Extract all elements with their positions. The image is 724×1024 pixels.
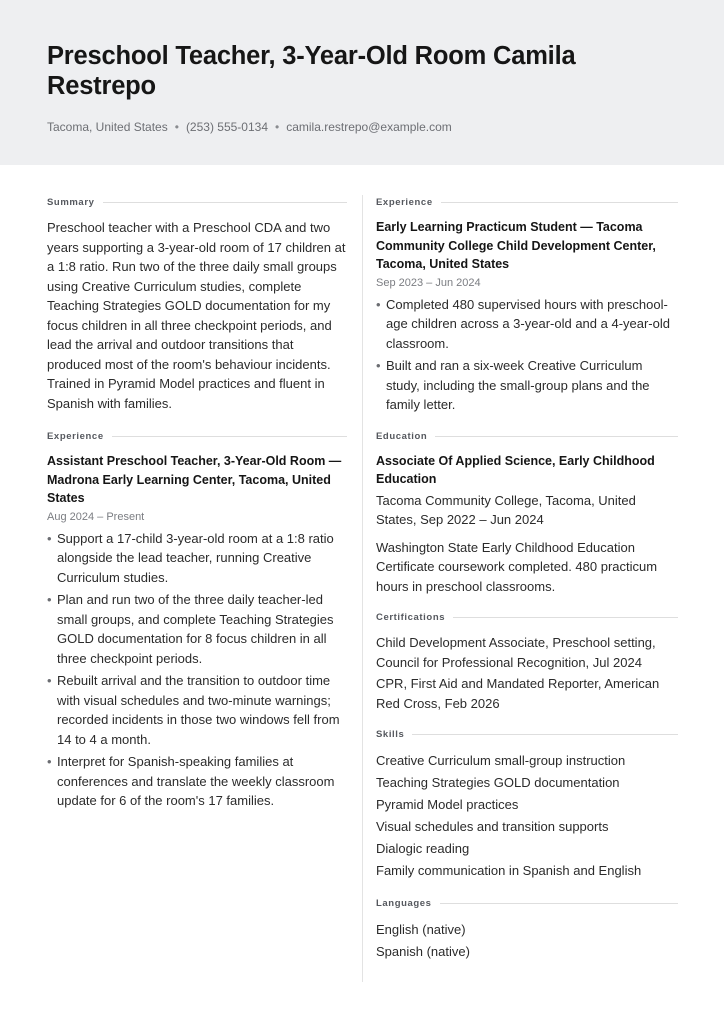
- page-title: Preschool Teacher, 3-Year-Old Room Camila Restrepo: [47, 42, 576, 100]
- summary-text: Preschool teacher with a Preschool CDA and two years supporting a 3-year-old room of 17 children at a 1:8 ratio. Run two of the three daily small groups using Creative Curriculum studies, complete Teaching Strategies GOLD documentation for my focus children in all three checkpoint periods, and lead the arrival and outdoor transitions that produced most of the room's behaviour incidents. Trained in Pyramid Model practices and fluent in Spanish with families.: [47, 220, 346, 411]
- contact-line: [47, 120, 452, 134]
- contact-separator: •: [174, 120, 179, 134]
- left-column: [47, 197, 347, 814]
- bullet-item: • Plan and run two of the three daily teacher-led small groups, and complete Teaching Strategies GOLD documentation for 8 focus children in all three checkpoint periods.: [47, 590, 347, 668]
- degree-title: Associate Of Applied Science, Early Childhood Education: [376, 453, 655, 486]
- education-section: [376, 431, 678, 597]
- section-heading: [376, 431, 678, 442]
- section-heading: [376, 729, 678, 740]
- job-title: Assistant Preschool Teacher, 3-Year-Old Room — Madrona Early Learning Center, Tacoma, United States: [47, 454, 342, 505]
- practicum-section: [376, 197, 678, 415]
- contact-separator: •: [275, 120, 280, 134]
- section-title-certifications: Certifications: [376, 612, 446, 623]
- skill-item: Visual schedules and transition supports: [376, 819, 609, 834]
- language-item: Spanish (native): [376, 944, 470, 959]
- section-title-education: Education: [376, 430, 428, 442]
- section-heading: [376, 197, 678, 208]
- section-title-summary: Summary: [47, 197, 95, 208]
- section-rule: [103, 202, 348, 203]
- section-rule: [441, 202, 678, 203]
- skill-item: Teaching Strategies GOLD documentation: [376, 775, 620, 790]
- job-dates: Aug 2024 – Present: [47, 510, 145, 523]
- job-title: Early Learning Practicum Student — Tacoma Community College Child Development Center, Tacoma, United States: [376, 220, 656, 271]
- section-heading: [47, 431, 347, 442]
- section-heading: [47, 197, 347, 208]
- contact-location: Tacoma, United States: [47, 120, 168, 134]
- right-column: [376, 197, 678, 963]
- bullet-item: • Rebuilt arrival and the transition to outdoor time with visual schedules and two-minute warnings; recorded incidents in those two windows fell from 14 to 4 a month.: [47, 671, 347, 749]
- language-item: English (native): [376, 922, 466, 937]
- summary-section: [47, 197, 347, 413]
- section-title-languages: Languages: [376, 898, 432, 909]
- section-heading: [376, 898, 678, 909]
- job-dates: Sep 2023 – Jun 2024: [376, 276, 481, 289]
- bullet-item: • Completed 480 supervised hours with preschool-age children across a 3-year-old and a 4-year-old classroom.: [376, 295, 678, 354]
- contact-phone: (253) 555-0134: [185, 120, 268, 134]
- section-rule: [112, 436, 347, 437]
- skills-section: [376, 729, 678, 882]
- languages-section: [376, 898, 678, 963]
- resume-header: [0, 0, 724, 165]
- certification-item: Child Development Associate, Preschool setting, Council for Professional Recognition, Jul 2024: [376, 635, 656, 670]
- certifications-section: [376, 612, 678, 713]
- job-bullets: [376, 295, 678, 415]
- bullet-item: • Support a 17-child 3-year-old room at a 1:8 ratio alongside the lead teacher, running Creative Curriculum studies.: [47, 529, 347, 588]
- skill-item: Dialogic reading: [376, 841, 470, 856]
- bullet-item: • Built and ran a six-week Creative Curriculum study, including the small-group plans and the family letter.: [376, 356, 678, 415]
- education-note: Washington State Early Childhood Education Certificate coursework completed. 480 practicum hours in preschool classrooms.: [376, 539, 658, 594]
- section-rule: [435, 436, 678, 437]
- skill-item: Family communication in Spanish and English: [376, 863, 642, 878]
- skill-item: Pyramid Model practices: [376, 797, 519, 812]
- certification-item: CPR, First Aid and Mandated Reporter, American Red Cross, Feb 2026: [376, 676, 660, 711]
- section-rule: [440, 903, 678, 904]
- section-title-skills: Skills: [376, 729, 405, 740]
- contact-email: camila.restrepo@example.com: [286, 120, 452, 134]
- bullet-item: • Interpret for Spanish-speaking families at conferences and translate the weekly classroom update for 6 of the room's 17 families.: [47, 752, 347, 811]
- section-rule: [453, 617, 678, 618]
- education-detail: Tacoma Community College, Tacoma, United States, Sep 2022 – Jun 2024: [376, 492, 636, 527]
- section-title-experience: Experience: [47, 431, 104, 442]
- section-rule: [412, 734, 678, 735]
- section-heading: [376, 612, 678, 623]
- section-title-experience: Experience: [376, 197, 433, 208]
- column-divider: [362, 195, 363, 982]
- experience-section: [47, 431, 347, 811]
- skill-item: Creative Curriculum small-group instruction: [376, 753, 626, 768]
- job-bullets: [47, 529, 347, 811]
